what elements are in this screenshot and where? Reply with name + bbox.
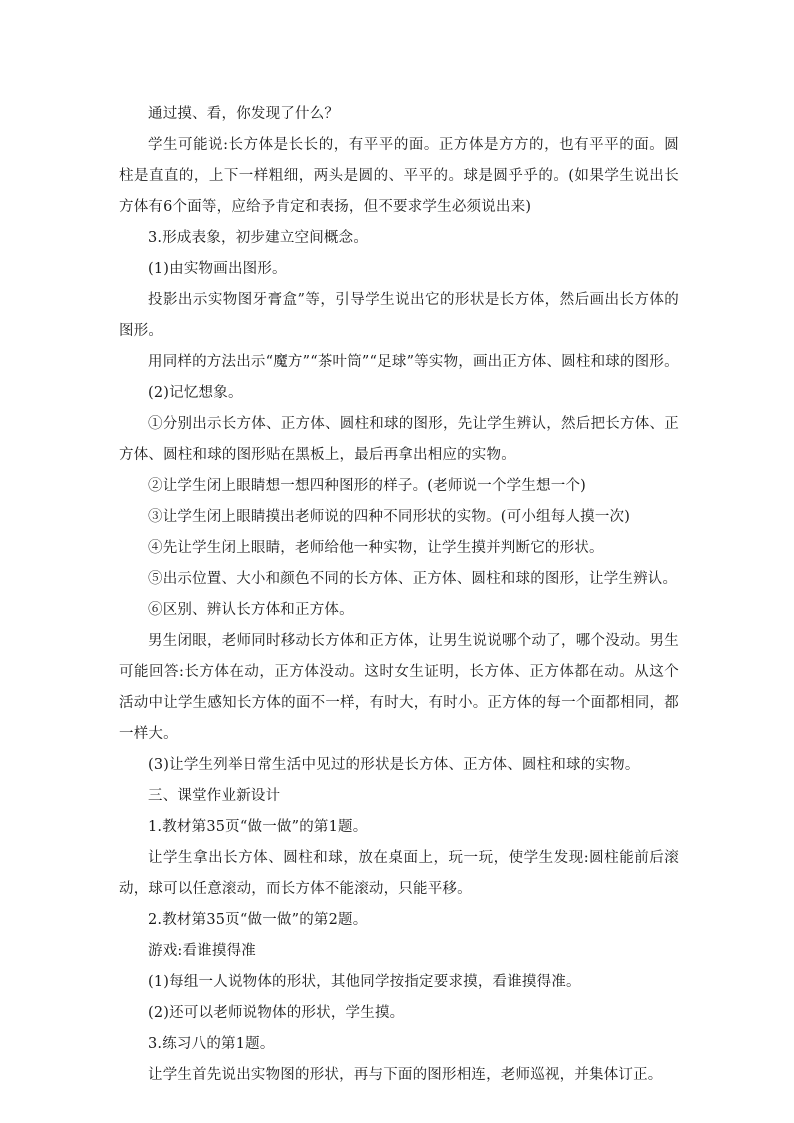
paragraph: 3.练习八的第1题。	[148, 1036, 275, 1052]
paragraph: (2)还可以老师说物体的形状，学生摸。	[148, 1005, 405, 1021]
paragraph: ②让学生闭上眼睛想一想四种图形的样子。(老师说一个学生想一个)	[148, 478, 587, 494]
paragraph: 2.教材第35页“做一做”的第2题。	[148, 912, 368, 928]
paragraph: ③让学生闭上眼睛摸出老师说的四种不同形状的实物。(可小组每人摸一次)	[148, 509, 631, 525]
paragraph: ⑥区别、辨认长方体和正方体。	[148, 602, 354, 618]
paragraph: (2)记忆想象。	[148, 385, 243, 401]
paragraph: 投影出示实物图牙膏盒”等，引导学生说出它的形状是长方体，然后画出长方体的图形。	[119, 292, 679, 339]
paragraph: (1)由实物画出图形。	[148, 261, 287, 277]
paragraph: 通过摸、看，你发现了什么？	[148, 106, 340, 122]
paragraph: 男生闭眼，老师同时移动长方体和正方体，让男生说说哪个动了，哪个没动。男生可能回答:长方体在动，正方体没动。这时女生证明，长方体、正方体都在动。从这个活动中让学生感知长方体的面不一样，有时大，有时小。正方体的每一个面都相同，都一样大。	[119, 633, 679, 742]
paragraph: ①分别出示长方体、正方体、圆柱和球的图形，先让学生辨认，然后把长方体、正方体、圆柱和球的图形贴在黑板上，最后再拿出相应的实物。	[119, 416, 679, 463]
paragraph: 游戏:看谁摸得准	[148, 943, 256, 959]
paragraph: 学生可能说:长方体是长长的，有平平的面。正方体是方方的，也有平平的面。圆柱是直直的，上下一样粗细，两头是圆的、平平的。球是圆乎乎的。(如果学生说出长方体有6个面等，应给予肯定和表扬，但不要求学生必须说出来)	[119, 137, 679, 215]
paragraph: 3.形成表象，初步建立空间概念。	[148, 230, 369, 246]
paragraph: 1.教材第35页“做一做”的第1题。	[148, 819, 368, 835]
section-heading: 三、课堂作业新设计	[148, 788, 281, 804]
paragraph: (1)每组一人说物体的形状，其他同学按指定要求摸，看谁摸得准。	[148, 974, 581, 990]
paragraph: 用同样的方法出示“魔方”“茶叶筒”“足球”等实物，画出正方体、圆柱和球的图形。	[148, 354, 679, 370]
document-body	[119, 99, 679, 1091]
paragraph: ④先让学生闭上眼睛，老师给他一种实物，让学生摸并判断它的形状。	[148, 540, 604, 556]
paragraph: 让学生首先说出实物图的形状，再与下面的图形相连，老师巡视，并集体订正。	[148, 1067, 663, 1083]
paragraph: (3)让学生列举日常生活中见过的形状是长方体、正方体、圆柱和球的实物。	[148, 757, 640, 773]
paragraph: ⑤出示位置、大小和颜色不同的长方体、正方体、圆柱和球的图形，让学生辨认。	[148, 571, 678, 587]
paragraph: 让学生拿出长方体、圆柱和球，放在桌面上，玩一玩，使学生发现:圆柱能前后滚动，球可以任意滚动，而长方体不能滚动，只能平移。	[119, 850, 679, 897]
